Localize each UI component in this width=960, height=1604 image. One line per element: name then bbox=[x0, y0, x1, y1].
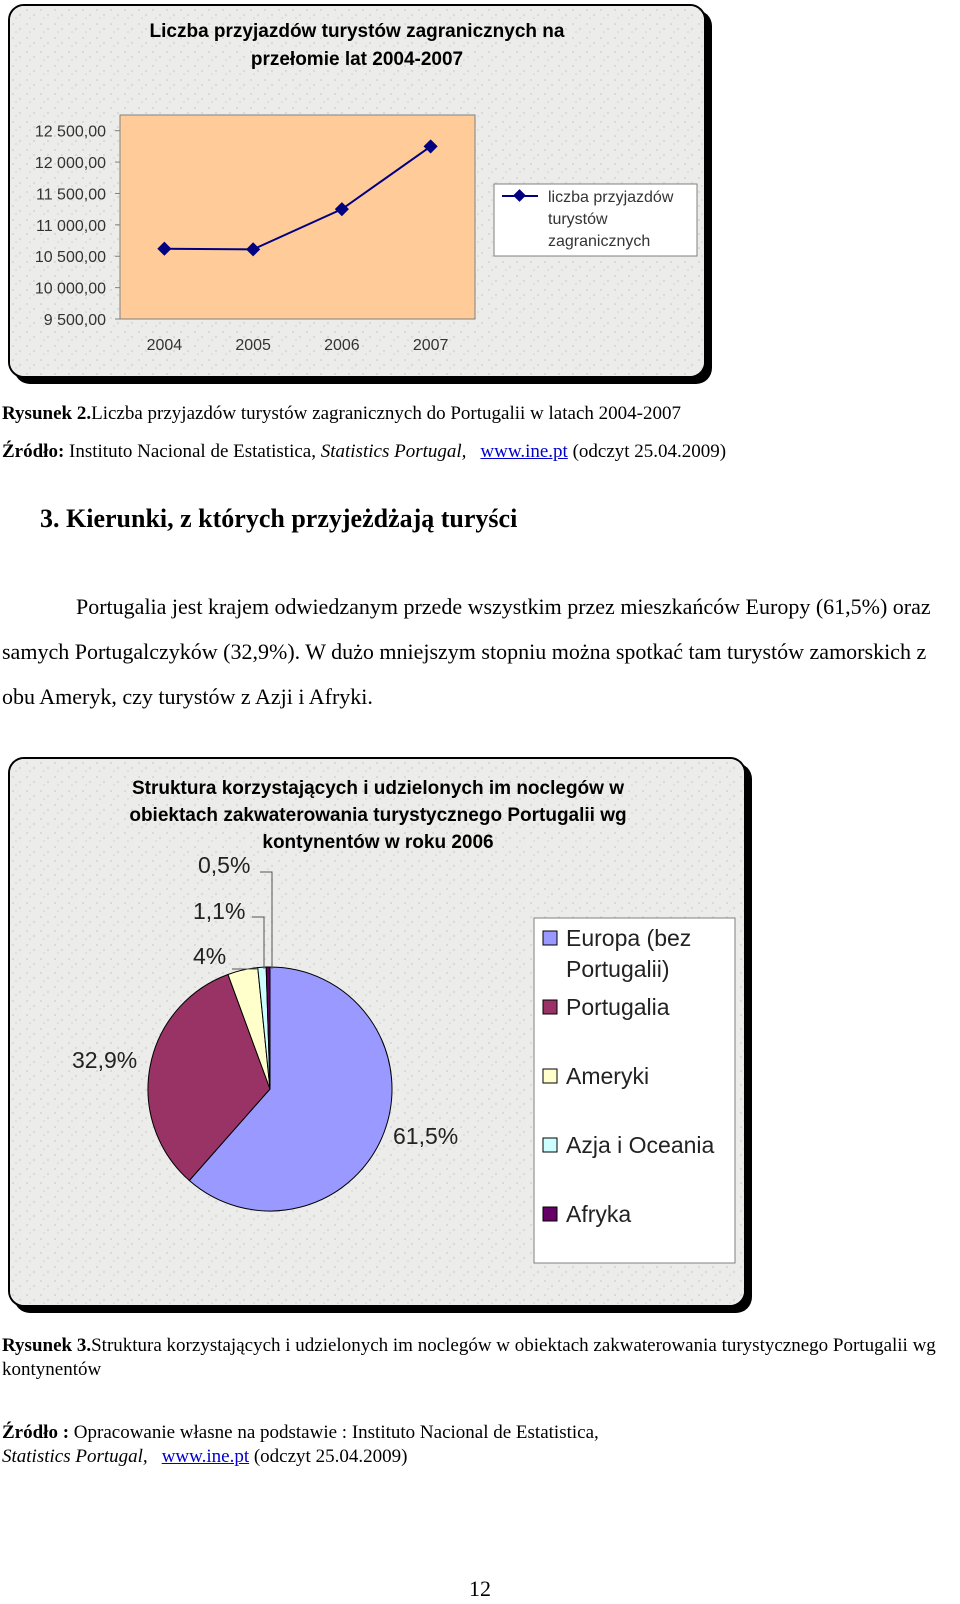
legend-label-line3: zagranicznych bbox=[548, 233, 651, 250]
figure-source-2 bbox=[2, 440, 726, 464]
source-italic: Statistics Portugal, bbox=[2, 1446, 148, 1467]
legend-label: Europa (bez bbox=[566, 925, 692, 951]
legend-label: Afryka bbox=[566, 1201, 632, 1227]
source-link[interactable]: www.ine.pt bbox=[161, 1446, 250, 1467]
figure-caption-2 bbox=[2, 402, 681, 426]
legend-label-line1: liczba przyjazdów bbox=[548, 189, 674, 206]
legend-label: Ameryki bbox=[566, 1063, 650, 1089]
source-tail: (odczyt 25.04.2009) bbox=[567, 441, 727, 462]
x-tick-label: 2005 bbox=[235, 337, 271, 354]
pie-chart bbox=[10, 759, 744, 1305]
pie-value-label: 0,5% bbox=[198, 852, 251, 878]
paragraph-text: Portugalia jest krajem odwiedzanym przede wszystkim przez mieszkańców Europy (61,5%) oraz samych Portugalczyków (32,9%). W dużo mniejszym stopniu można spotkać tam turystów zamorskich z obu Ameryk, czy turystów z Azji i Afryki. bbox=[2, 594, 931, 709]
legend-label: Azja i Oceania bbox=[566, 1132, 715, 1158]
x-tick-label: 2006 bbox=[324, 337, 360, 354]
y-tick-label: 12 000,00 bbox=[34, 155, 106, 173]
y-tick-label: 12 500,00 bbox=[34, 123, 106, 141]
source-text: Opracowanie własne na podstawie : Instituto Nacional de Estatistica, bbox=[69, 1422, 599, 1443]
legend-swatch bbox=[543, 1207, 557, 1221]
caption-label: Rysunek 2. bbox=[2, 403, 92, 424]
caption-label: Rysunek 3. bbox=[2, 1335, 92, 1356]
line-chart-panel bbox=[8, 4, 706, 378]
pie-value-label: 4% bbox=[193, 943, 227, 969]
pie-value-label: 32,9% bbox=[72, 1047, 138, 1073]
figure-source-3 bbox=[2, 1421, 952, 1469]
legend-label: Portugalii) bbox=[566, 956, 670, 982]
y-tick-label: 11 500,00 bbox=[36, 186, 106, 204]
legend-label: Portugalia bbox=[566, 994, 670, 1020]
legend-swatch bbox=[543, 1000, 557, 1014]
x-tick-label: 2007 bbox=[412, 337, 449, 354]
source-tail: (odczyt 25.04.2009) bbox=[249, 1446, 408, 1467]
source-text: Instituto Nacional de Estatistica, bbox=[64, 441, 321, 462]
y-tick-label: 11 000,00 bbox=[36, 217, 106, 235]
chart-title-line1: Liczba przyjazdów turystów zagranicznych na bbox=[149, 21, 565, 42]
source-link[interactable]: www.ine.pt bbox=[480, 441, 568, 462]
legend-swatch bbox=[543, 1069, 557, 1083]
caption-text: Struktura korzystających i udzielonych im noclegów w obiektach zakwaterowania turystycznego Portugalii wg kontynentów bbox=[2, 1335, 936, 1380]
caption-text: Liczba przyjazdów turystów zagranicznych do Portugalii w latach 2004-2007 bbox=[91, 403, 681, 424]
legend-swatch bbox=[543, 931, 557, 945]
pie-chart-panel bbox=[8, 757, 746, 1307]
pie-title-line2: obiektach zakwaterowania turystycznego Portugalii wg bbox=[129, 805, 627, 826]
figure-caption-3 bbox=[2, 1334, 952, 1382]
source-label: Źródło: bbox=[2, 441, 65, 462]
page-number: 12 bbox=[469, 1576, 491, 1601]
y-tick-label: 10 000,00 bbox=[34, 280, 106, 298]
legend-swatch bbox=[543, 1138, 557, 1152]
y-tick-label: 9 500,00 bbox=[43, 312, 106, 329]
plot-area bbox=[120, 115, 475, 319]
chart-title-line2: przełomie lat 2004-2007 bbox=[250, 49, 464, 70]
pie-value-label: 1,1% bbox=[193, 898, 246, 924]
pie-title-line3: kontynentów w roku 2006 bbox=[262, 832, 494, 853]
source-italic: Statistics Portugal, bbox=[320, 441, 467, 462]
pie-value-label: 61,5% bbox=[393, 1123, 459, 1149]
source-label: Źródło : bbox=[2, 1422, 70, 1443]
pie-title-line1: Struktura korzystających i udzielonych im noclegów w bbox=[131, 778, 625, 799]
line-chart bbox=[10, 6, 704, 376]
x-tick-label: 2004 bbox=[146, 337, 183, 354]
section-heading: 3. Kierunki, z których przyjeżdżają turyści bbox=[40, 504, 518, 533]
y-tick-label: 10 500,00 bbox=[34, 249, 106, 267]
body-paragraph bbox=[2, 584, 952, 719]
legend-label-line2: turystów bbox=[548, 211, 608, 228]
